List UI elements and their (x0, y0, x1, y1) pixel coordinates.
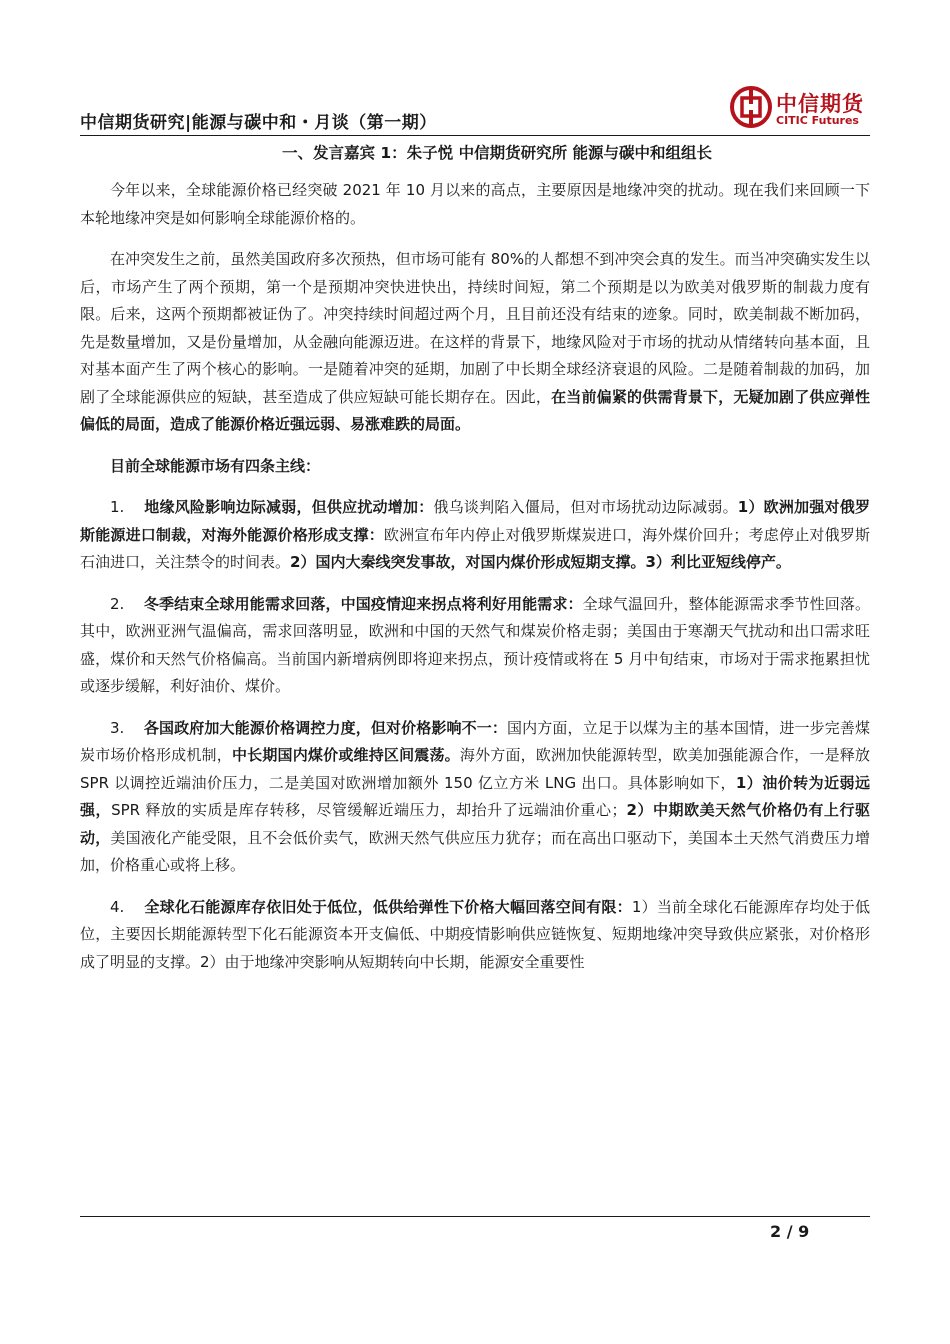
list-item (80, 715, 870, 880)
list-item-text: SPR 释放的实质是库存转移，尽管缓解近端压力，却抬升了远端油价重心； (111, 801, 627, 819)
list-item-text: 1）当前全球化石能源库存均处于低位，主要因长期能源转型下化石能源资本开支偏低、中期疫情影响供应链恢复、短期地缘冲突导致供应紧张，对价格形成了明显的支撑。2）由于地缘冲突影响从短期转向中长期，能源安全重要性 (80, 897, 870, 971)
section-heading: 一、发言嘉宾 1：朱子悦 中信期货研究所 能源与碳中和组组长 (282, 144, 712, 162)
header-divider (80, 135, 870, 136)
list-item-bold: 中长期国内煤价或维持区间震荡。 (231, 746, 460, 764)
list-item-bold: 2）国内大秦线突发事故，对国内煤价形成短期支撑。3）利比亚短线停产。 (290, 553, 791, 571)
list-item-bold: 冬季结束全球用能需求回落，中国疫情迎来拐点将利好用能需求： (143, 594, 583, 613)
report-header-title: 中信期货研究|能源与碳中和・月谈（第一期） (80, 113, 437, 133)
list-item-bold: 1）欧洲加强对俄罗斯能源进口制裁，对海外能源价格形成支撑： (80, 498, 870, 544)
list-item-text: 海外方面，欧洲加快能源转型，欧美加强能源合作，一是释放 SPR 以调控近端油价压力，二是美国对欧洲增加额外 150 亿立方米 LNG 出口。具体影响如下， (80, 746, 870, 792)
paragraph-four-lines-text: 目前全球能源市场有四条主线： (110, 456, 321, 475)
list-item-number: 3. (110, 718, 125, 737)
list-item-bold: 地缘风险影响边际减弱，但供应扰动增加： (144, 498, 434, 516)
list-item-text: 俄乌谈判陷入僵局，但对市场扰动边际减弱。 (433, 498, 738, 516)
paragraph-conflict (80, 246, 870, 439)
list-item-number: 4. (110, 897, 125, 916)
paragraph-intro-text: 今年以来，全球能源价格已经突破 2021 年 10 月以来的高点，主要原因是地缘冲突的扰动。现在我们来回顾一下本轮地缘冲突是如何影响全球能源价格的。 (80, 181, 870, 227)
list-item (80, 591, 870, 701)
list-item-text: 国内方面，立足于以煤为主的基本国情，进一步完善煤炭市场价格形成机制， (80, 718, 870, 764)
list-item-number: 2. (110, 594, 125, 613)
footer-divider (80, 1216, 870, 1217)
list-item-text: 欧洲宣布年内停止对俄罗斯煤炭进口，海外煤价回升；考虑停止对俄罗斯石油进口，关注禁令的时间表。 (80, 525, 870, 571)
list-item-bold: 1）油价转为近弱远强， (80, 773, 870, 819)
article-body (80, 177, 870, 976)
list-item (80, 494, 870, 577)
page-number: 2 / 9 (770, 1222, 810, 1241)
paragraph-intro (80, 177, 870, 232)
list-item-number: 1. (110, 498, 125, 516)
paragraph-conflict-bold: 在当前偏紧的供需背景下，无疑加剧了供应弹性偏低的局面，造成了能源价格近强远弱、易涨难跌的局面。 (80, 387, 870, 433)
list-item-text: 美国液化产能受限，且不会低价卖气，欧洲天然气供应压力犹存；而在高出口驱动下，美国本土天然气消费压力增加，价格重心或将上移。 (80, 828, 870, 874)
list-item (80, 894, 870, 977)
paragraph-four-lines (80, 453, 870, 481)
list-item-text: 全球气温回升，整体能源需求季节性回落。其中，欧洲亚洲气温偏高，需求回落明显，欧洲和中国的天然气和煤炭价格走弱；美国由于寒潮天气扰动和出口需求旺盛，煤价和天然气价格偏高。当前国内新增病例即将迎来拐点，预计疫情或将在 5 月中旬结束，市场对于需求拖累担忧或逐步缓解，利好油价、煤价。 (80, 594, 870, 695)
logo-chinese-name: 中信期货 (776, 92, 864, 116)
logo-english-name: CITIC Futures (776, 114, 859, 127)
paragraph-conflict-text: 在冲突发生之前，虽然美国政府多次预热，但市场可能有 80%的人都想不到冲突会真的发生。而当冲突确实发生以后，市场产生了两个预期，第一个是预期冲突快进快出，持续时间短，第二个预期是以为欧美对俄罗斯的制裁力度有限。后来，这两个预期都被证伪了。冲突持续时间超过两个月，且目前还没有结束的迹象。同时，欧美制裁不断加码，先是数量增加，又是份量增加，从金融向能源迈进。在这样的背景下，地缘风险对于市场的扰动从情绪转向基本面，且对基本面产生了两个核心的影响。一是随着冲突的延期，加剧了中长期全球经济衰退的风险。二是随着制裁的加码，加剧了全球能源供应的短缺，甚至造成了供应短缺可能长期存在。因此， (80, 250, 870, 406)
list-item-bold: 各国政府加大能源价格调控力度，但对价格影响不一： (143, 718, 508, 737)
list-item-bold: 2）中期欧美天然气价格仍有上行驱动， (80, 801, 870, 847)
citic-logo-icon (730, 86, 772, 128)
list-item-bold: 全球化石能源库存依旧处于低位，低供给弹性下价格大幅回落空间有限： (144, 897, 632, 916)
citic-futures-logo (730, 86, 870, 132)
